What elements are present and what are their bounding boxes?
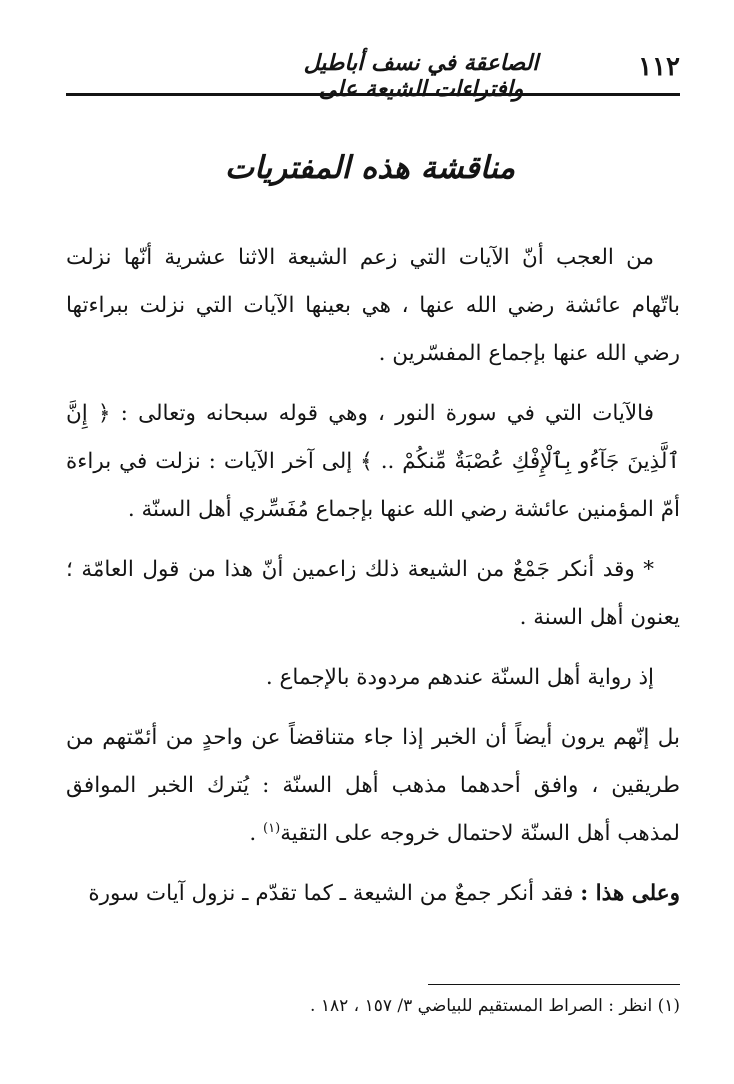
footnote: (١) انظر : الصراط المستقيم للبياضي ٣/ ١٥٧ ، ١٨٢ . [310,996,680,1016]
page-header [66,42,680,102]
paragraph-6-lead: وعلى هذا : [580,881,680,906]
paragraph-5-tail: . [249,821,264,846]
paragraph-3: * وقد أنكر جَمْعٌ من الشيعة ذلك زاعمين أنّ هذا من قول العامّة ؛ يعنون أهل السنة . [66,557,680,630]
page-number: ١١٢ [638,52,680,82]
footnote-reference: (١) [263,820,281,836]
paragraph-1: من العجب أنّ الآيات التي زعم الشيعة الاثنا عشرية أنّها نزلت باتّهام عائشة رضي الله عنها ، هي بعينها الآيات التي نزلت ببراءتها رضي الله عنها بإجماع المفسّرين . [66,245,680,366]
paragraph-5-text: بل إنّهم يرون أيضاً أن الخبر إذا جاء متناقضاً عن واحدٍ من أئمّتهم من طريقين ، وافق أحدهما مذهب أهل السنّة : يُترك الخبر الموافق لمذهب أهل السنّة لاحتمال خروجه على التقية [66,725,680,846]
paragraph-2: فالآيات التي في سورة النور ، وهي قوله سبحانه وتعالى : ﴿ إِنَّ ٱلَّذِينَ جَآءُو بِٱلْإِفْكِ عُصْبَةٌ مِّنكُمْ .. ﴾ إلى آخر الآيات : نزلت في براءة أمّ المؤمنين عائشة رضي الله عنها بإجماع مُفَسِّري أهل السنّة . [66,401,680,522]
paragraph-6-text: فقد أنكر جمعٌ من الشيعة ـ كما تقدّم ـ نزول آيات سورة [88,881,581,906]
header-divider [66,93,680,96]
body-text [66,234,680,930]
paragraph-4: إذ رواية أهل السنّة عندهم مردودة بالإجماع . [265,665,654,690]
footnote-divider [428,984,680,985]
running-title: الصاعقة في نسف أباطيل وافتراءات الشيعة على [303,50,539,102]
paragraph-5 [66,714,680,858]
paragraph-6 [66,870,680,918]
section-title: مناقشة هذه المفتريات [224,150,516,186]
